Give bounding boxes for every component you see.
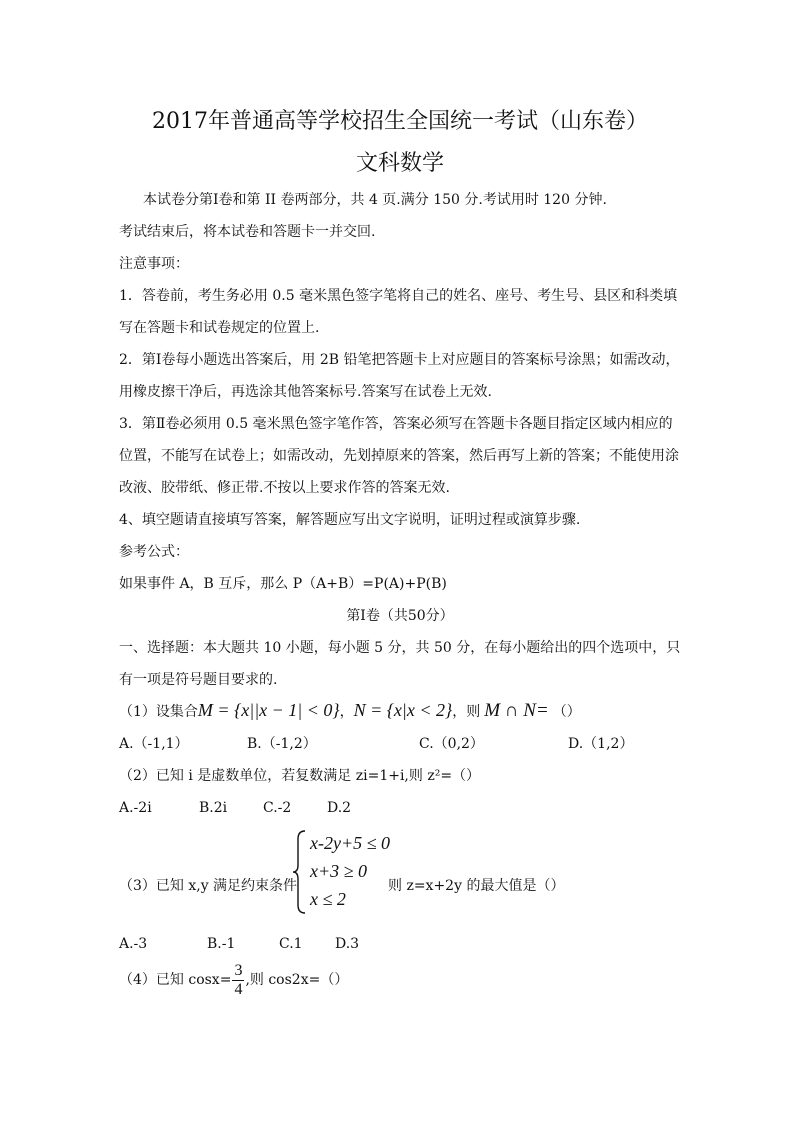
constraint-1: x-2y+5 ≤ 0 [310, 833, 390, 853]
question-1 [119, 697, 581, 725]
fraction-numerator: 3 [234, 961, 243, 979]
set-n-definition: N = {x|x < 2} [353, 700, 453, 720]
intro-line-2: 考试结束后，将本试卷和答题卡一并交回. [119, 224, 376, 240]
q1-option-b: B.（-1,2） [247, 736, 317, 752]
intro-line-1: 本试卷分第Ⅰ卷和第 II 卷两部分，共 4 页.满分 150 分.考试用时 120 分钟. [143, 192, 607, 208]
q3-option-b: B.-1 [207, 936, 236, 952]
q1-option-c: C.（0,2） [419, 736, 484, 752]
question-4-lead: （4）已知 cosx= [119, 972, 232, 988]
fraction-three-quarters [232, 962, 244, 999]
question-3-lead: （3）已知 x,y 满足约束条件 [119, 878, 298, 894]
q1-option-d: D.（1,2） [568, 736, 634, 752]
notice-3-line-2: 位置，不能写在试卷上；如需改动，先划掉原来的答案，然后再写上新的答案；不能使用涂 [119, 448, 679, 464]
constraint-3: x ≤ 2 [310, 889, 346, 909]
question-1-tail: ，则 [452, 704, 481, 720]
q2-option-d: D.2 [327, 800, 352, 816]
q1-option-a: A.（-1,1） [119, 736, 189, 752]
question-1-separator: ， [339, 704, 354, 720]
exam-subtitle: 文科数学 [355, 151, 444, 176]
notice-3-line-1: 3．第Ⅱ卷必须用 0.5 毫米黑色签字笔作答，答案必须写在答题卡各题目指定区域内相应的 [119, 416, 673, 432]
fraction-denominator: 4 [234, 980, 243, 998]
notice-2-line-2: 用橡皮擦干净后，再选涂其他答案标号.答案写在试卷上无效. [119, 384, 492, 400]
set-intersection-expression: M ∩ N= [484, 700, 549, 721]
question-4 [119, 960, 348, 1000]
constraint-2: x+3 ≥ 0 [310, 861, 368, 881]
notice-4: 4、填空题请直接填写答案，解答题应写出文字说明，证明过程或演算步骤. [119, 512, 581, 528]
question-3-tail: 则 z=x+2y 的最大值是（） [388, 878, 565, 894]
question-1-paren: （） [552, 704, 581, 720]
q2-option-a: A.-2i [119, 800, 152, 816]
q3-option-d: D.3 [335, 936, 360, 952]
question-4-tail: ,则 cos2x=（） [245, 972, 349, 988]
notice-2-line-1: 2．第Ⅰ卷每小题选出答案后，用 2B 铅笔把答题卡上对应题目的答案标号涂黑；如需改动， [119, 352, 680, 368]
set-m-definition: M = {x||x − 1| < 0} [197, 700, 340, 720]
section-instructions-line-1: 一、选择题：本大题共 10 小题，每小题 5 分，共 50 分，在每小题给出的四个选项中，只 [119, 640, 681, 656]
question-1-lead: （1）设集合 [119, 704, 198, 720]
q3-option-c: C.1 [279, 936, 303, 952]
notice-1-line-1: 1．答卷前，考生务必用 0.5 毫米黑色签字笔将自己的姓名、座号、考生号、县区和科类填 [119, 288, 678, 304]
q2-option-c: C.-2 [263, 800, 292, 816]
exam-title: 2017年普通高等学校招生全国统一考试（山东卷） [152, 109, 648, 134]
probability-formula: 如果事件 A，B 互斥，那么 P（A+B）=P(A)+P(B) [119, 576, 447, 592]
constraint-brace [292, 829, 308, 915]
section-instructions-line-2: 有一项是符号题目要求的. [119, 672, 278, 688]
notice-1-line-2: 写在答题卡和试卷规定的位置上. [119, 320, 320, 336]
reference-heading: 参考公式： [119, 544, 189, 560]
q2-option-b: B.2i [199, 800, 228, 816]
question-2: （2）已知 i 是虚数单位，若复数满足 zi=1+i,则 z²=（） [119, 768, 481, 784]
section-title: 第Ⅰ卷（共50分） [346, 608, 454, 624]
notice-heading: 注意事项： [119, 256, 189, 272]
q3-option-a: A.-3 [119, 936, 148, 952]
notice-3-line-3: 改液、胶带纸、修正带.不按以上要求作答的答案无效. [119, 480, 450, 496]
